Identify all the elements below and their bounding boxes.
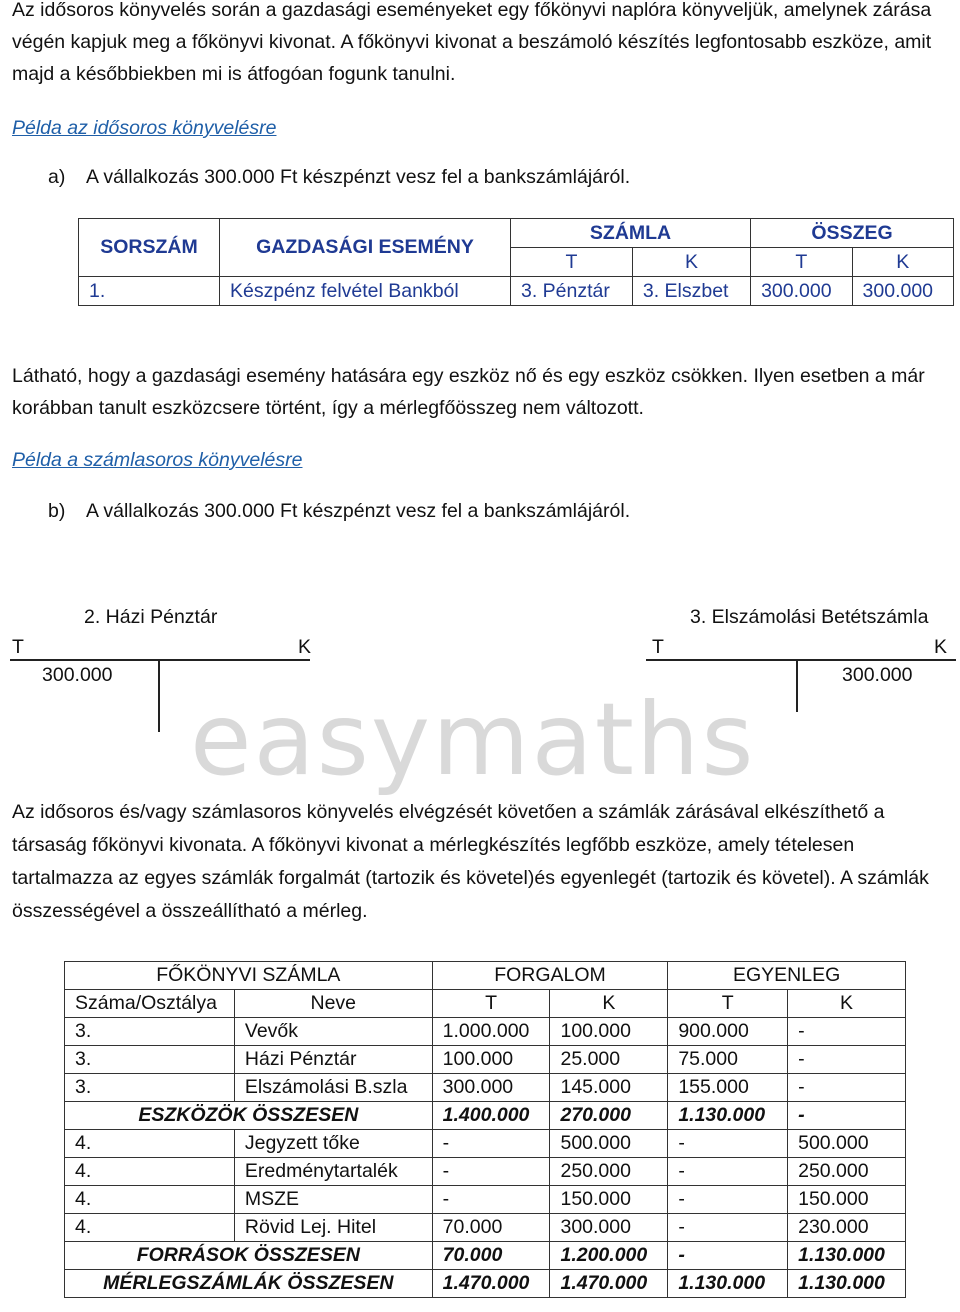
task-b-text: A vállalkozás 300.000 Ft készpénzt vesz fel a bankszámlájáról. xyxy=(86,500,631,522)
row-forgalom-t: 70.000 xyxy=(432,1242,550,1270)
trial-balance-header2 xyxy=(65,990,906,1018)
row-egyenleg-t: 900.000 xyxy=(668,1018,788,1046)
table-row xyxy=(65,1214,906,1242)
example2-heading[interactable] xyxy=(12,444,302,476)
header-szamla-k: K xyxy=(632,248,750,277)
header-forgalom-k: K xyxy=(550,990,668,1018)
row-account-name: Jegyzett tőke xyxy=(234,1130,432,1158)
header-egyenleg-k: K xyxy=(788,990,906,1018)
journal-row xyxy=(79,277,954,306)
header-forgalom-t: T xyxy=(432,990,550,1018)
easymaths-watermark: easymaths xyxy=(190,681,756,798)
row-egyenleg-t: - xyxy=(668,1214,788,1242)
t-account-left-amount: 300.000 xyxy=(42,664,113,686)
journal-row-debit-amount: 300.000 xyxy=(751,277,852,306)
row-forgalom-k: 100.000 xyxy=(550,1018,668,1046)
header-esemeny: GAZDASÁGI ESEMÉNY xyxy=(220,219,511,277)
row-account-number: 4. xyxy=(65,1158,235,1186)
journal-row-event: Készpénz felvétel Bankból xyxy=(220,277,511,306)
example1-heading-link[interactable]: Példa az idősoros könyvelésre xyxy=(12,117,277,139)
row-label: FORRÁSOK ÖSSZESEN xyxy=(65,1242,433,1270)
header-szamla-t: T xyxy=(511,248,633,277)
row-forgalom-k: 25.000 xyxy=(550,1046,668,1074)
example2-heading-link[interactable]: Példa a számlasoros könyvelésre xyxy=(12,449,303,471)
trial-balance-header1 xyxy=(65,962,906,990)
row-egyenleg-k: - xyxy=(788,1046,906,1074)
row-forgalom-t: 1.470.000 xyxy=(432,1270,550,1298)
row-egyenleg-t: 75.000 xyxy=(668,1046,788,1074)
task-a xyxy=(48,166,630,189)
row-forgalom-t: 300.000 xyxy=(432,1074,550,1102)
row-forgalom-t: 70.000 xyxy=(432,1214,550,1242)
row-forgalom-k: 145.000 xyxy=(550,1074,668,1102)
journal-row-debit-account: 3. Pénztár xyxy=(511,277,633,306)
row-egyenleg-t: - xyxy=(668,1158,788,1186)
table-row xyxy=(65,1186,906,1214)
header-szamla: SZÁMLA xyxy=(511,219,751,248)
row-egyenleg-t: 155.000 xyxy=(668,1074,788,1102)
row-forgalom-k: 300.000 xyxy=(550,1214,668,1242)
row-label: MÉRLEGSZÁMLÁK ÖSSZESEN xyxy=(65,1270,433,1298)
header-sorszam: SORSZÁM xyxy=(79,219,220,277)
intro-paragraph: Az idősoros könyvelés során a gazdasági eseményeket egy főkönyvi naplóra könyveljük, amelynek zárása végén kapjuk meg a főkönyvi kivonat. A főkönyvi kivonat a beszámoló készítés legfontosabb eszköze, amit majd a későbbiekben mi is átfogóan fogunk tanulni. xyxy=(12,0,932,85)
table-summary-row xyxy=(65,1242,906,1270)
row-forgalom-t: 1.400.000 xyxy=(432,1102,550,1130)
row-egyenleg-k: 150.000 xyxy=(788,1186,906,1214)
t-account-right-vline xyxy=(796,660,798,712)
t-account-left-vline xyxy=(158,660,160,732)
table-row xyxy=(65,1018,906,1046)
t-account-left-t: T xyxy=(12,636,24,658)
table-row xyxy=(65,1158,906,1186)
table-row xyxy=(65,1130,906,1158)
table-row xyxy=(65,1074,906,1102)
header-osszeg: ÖSSZEG xyxy=(751,219,954,248)
row-forgalom-k: 1.470.000 xyxy=(550,1270,668,1298)
row-account-number: 3. xyxy=(65,1018,235,1046)
row-label: ESZKÖZÖK ÖSSZESEN xyxy=(65,1102,433,1130)
t-account-right-title: 3. Elszámolási Betétszámla xyxy=(690,606,929,628)
row-egyenleg-k: 1.130.000 xyxy=(788,1242,906,1270)
t-account-left-hline xyxy=(10,659,310,661)
explanation-paragraph: Látható, hogy a gazdasági esemény hatására egy eszköz nő és egy eszköz csökken. Ilyen esetben a már korábban tanult eszközcsere történt, így a mérlegfőösszeg nem változott. xyxy=(12,365,925,419)
row-egyenleg-k: - xyxy=(788,1018,906,1046)
row-account-name: MSZE xyxy=(234,1186,432,1214)
table-row xyxy=(65,1046,906,1074)
journal-row-num: 1. xyxy=(79,277,220,306)
row-egyenleg-t: 1.130.000 xyxy=(668,1102,788,1130)
row-forgalom-t: - xyxy=(432,1158,550,1186)
row-forgalom-k: 150.000 xyxy=(550,1186,668,1214)
row-account-number: 3. xyxy=(65,1074,235,1102)
trial-balance-table xyxy=(64,961,906,1298)
row-forgalom-t: 1.000.000 xyxy=(432,1018,550,1046)
table-summary-row xyxy=(65,1270,906,1298)
row-account-number: 4. xyxy=(65,1130,235,1158)
row-egyenleg-k: 250.000 xyxy=(788,1158,906,1186)
row-egyenleg-k: 500.000 xyxy=(788,1130,906,1158)
row-account-name: Vevők xyxy=(234,1018,432,1046)
header-fokonyvi-szamla: FŐKÖNYVI SZÁMLA xyxy=(65,962,433,990)
header-neve: Neve xyxy=(234,990,432,1018)
header-osszeg-t: T xyxy=(751,248,852,277)
row-egyenleg-k: - xyxy=(788,1074,906,1102)
row-egyenleg-k: 1.130.000 xyxy=(788,1270,906,1298)
journal-row-credit-amount: 300.000 xyxy=(852,277,953,306)
t-account-left-title: 2. Házi Pénztár xyxy=(84,606,218,628)
row-account-number: 4. xyxy=(65,1214,235,1242)
row-egyenleg-t: - xyxy=(668,1242,788,1270)
row-account-name: Elszámolási B.szla xyxy=(234,1074,432,1102)
row-account-name: Rövid Lej. Hitel xyxy=(234,1214,432,1242)
header-forgalom: FORGALOM xyxy=(432,962,668,990)
t-account-right-t: T xyxy=(652,636,664,658)
header-szama: Száma/Osztálya xyxy=(65,990,235,1018)
example1-heading[interactable] xyxy=(12,112,276,144)
row-forgalom-k: 250.000 xyxy=(550,1158,668,1186)
row-forgalom-t: - xyxy=(432,1130,550,1158)
t-account-right-amount: 300.000 xyxy=(842,664,913,686)
header-egyenleg-t: T xyxy=(668,990,788,1018)
row-forgalom-k: 500.000 xyxy=(550,1130,668,1158)
row-egyenleg-t: - xyxy=(668,1186,788,1214)
row-account-name: Eredménytartalék xyxy=(234,1158,432,1186)
row-account-number: 4. xyxy=(65,1186,235,1214)
row-egyenleg-t: 1.130.000 xyxy=(668,1270,788,1298)
row-account-number: 3. xyxy=(65,1046,235,1074)
task-a-text: A vállalkozás 300.000 Ft készpénzt vesz fel a bankszámlájáról. xyxy=(86,166,631,188)
row-account-name: Házi Pénztár xyxy=(234,1046,432,1074)
row-forgalom-t: 100.000 xyxy=(432,1046,550,1074)
row-egyenleg-k: - xyxy=(788,1102,906,1130)
journal-row-credit-account: 3. Elszbet xyxy=(632,277,750,306)
task-b xyxy=(48,500,630,523)
row-forgalom-t: - xyxy=(432,1186,550,1214)
t-account-right-k: K xyxy=(934,636,948,658)
header-egyenleg: EGYENLEG xyxy=(668,962,906,990)
task-b-letter: b) xyxy=(48,500,66,522)
t-account-right-hline xyxy=(646,659,956,661)
conclusion-paragraph: Az idősoros és/vagy számlasoros könyvelés elvégzését követően a számlák zárásával elkészíthető a társaság főkönyvi kivonata. A főkönyvi kivonat a mérlegkészítés legfőbb eszköze, amely tételesen tartalmazza az egyes számlák forgalmát (tartozik és követel)és egyenlegét (tartozik és követel). A számlák összességével a összeállítható a mérleg. xyxy=(12,801,929,922)
t-account-left-k: K xyxy=(298,636,312,658)
row-egyenleg-k: 230.000 xyxy=(788,1214,906,1242)
row-forgalom-k: 270.000 xyxy=(550,1102,668,1130)
row-egyenleg-t: - xyxy=(668,1130,788,1158)
journal-table xyxy=(78,218,954,306)
task-a-letter: a) xyxy=(48,166,66,188)
table-summary-row xyxy=(65,1102,906,1130)
header-osszeg-k: K xyxy=(852,248,953,277)
row-forgalom-k: 1.200.000 xyxy=(550,1242,668,1270)
